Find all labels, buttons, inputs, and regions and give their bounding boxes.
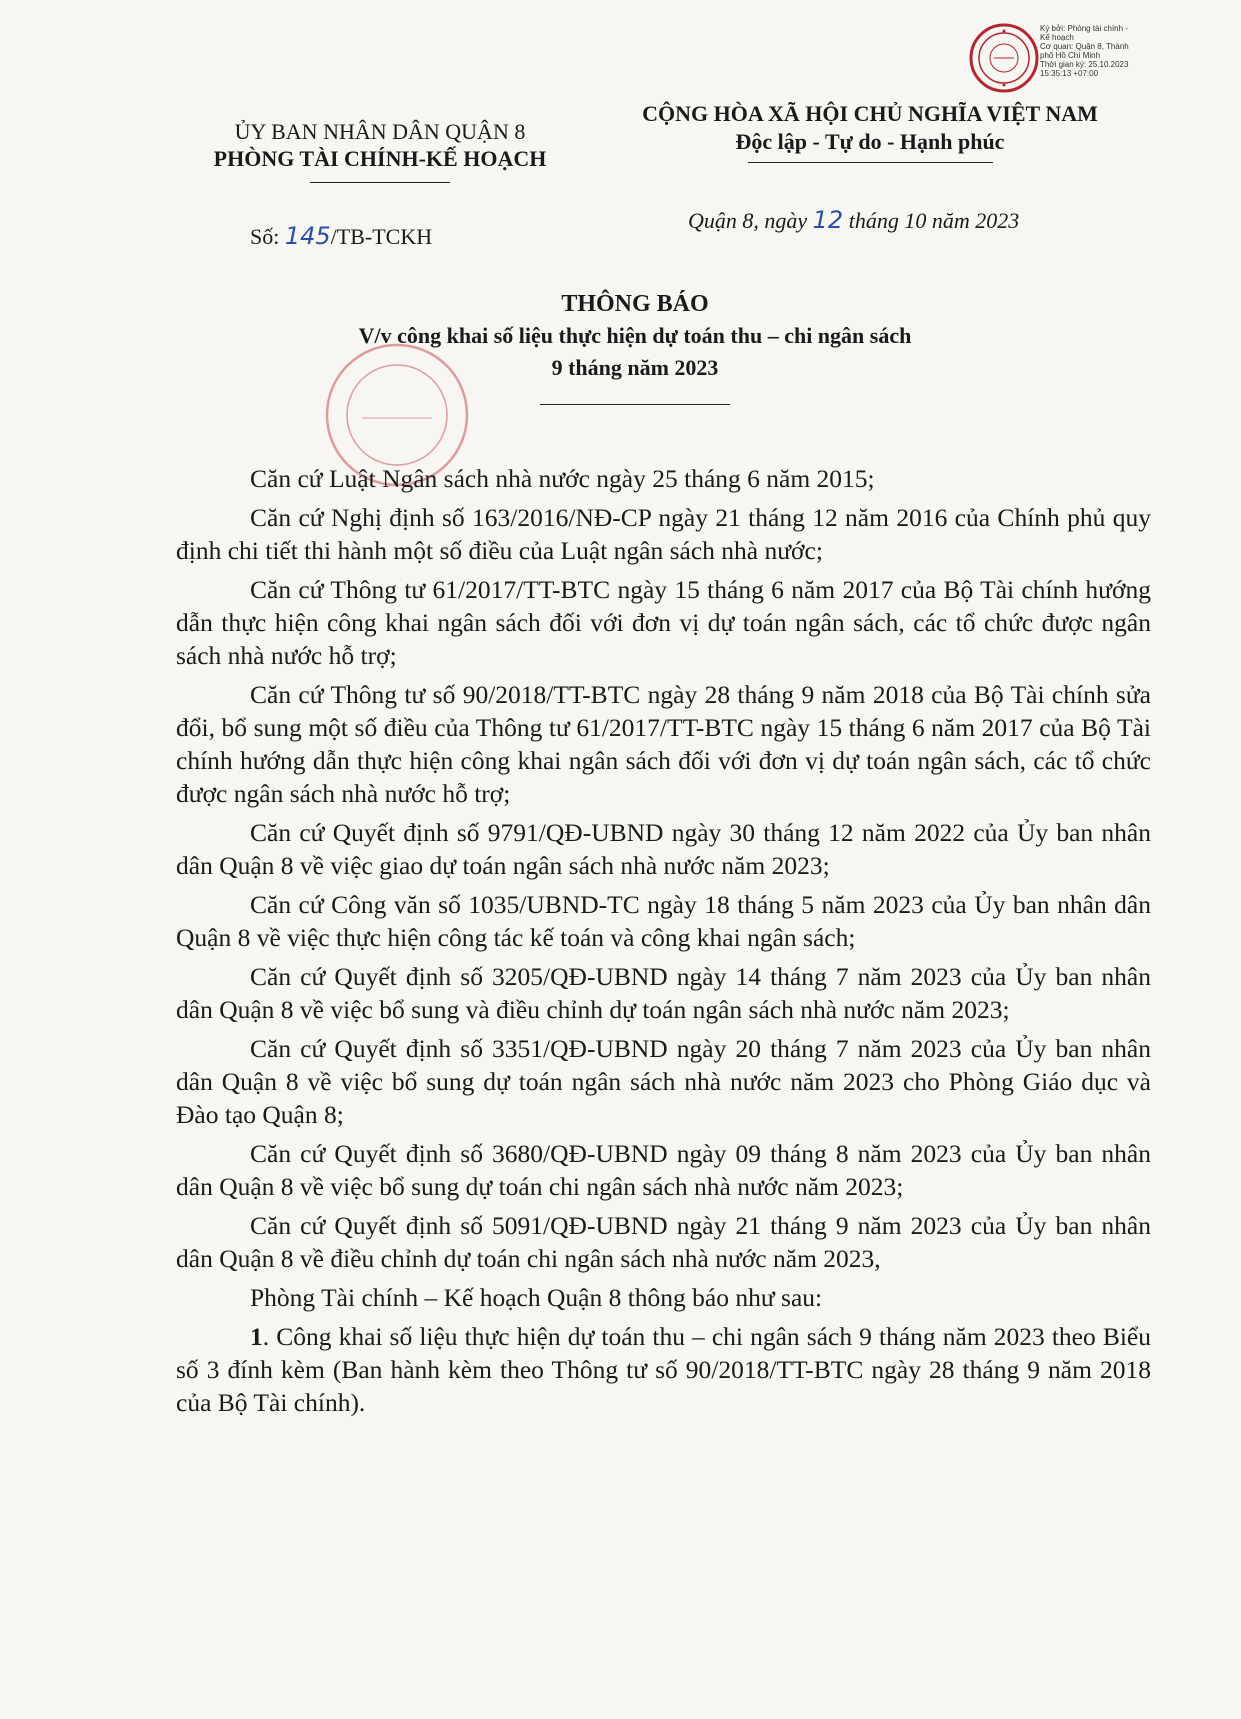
issuing-organization [150, 118, 610, 183]
legal-basis-paragraph: Căn cứ Quyết định số 3680/QĐ-UBND ngày 09 tháng 8 năm 2023 của Ủy ban nhân dân Quận 8 về việc bổ sung dự toán chi ngân sách nhà nước năm 2023; [176, 1139, 1151, 1201]
divider [310, 182, 450, 183]
legal-basis-paragraph: Căn cứ Quyết định số 3205/QĐ-UBND ngày 14 tháng 7 năm 2023 của Ủy ban nhân dân Quận 8 về việc bổ sung và điều chỉnh dự toán ngân sách nhà nước năm 2023; [176, 962, 1151, 1024]
title-subject: V/v công khai số liệu thực hiện dự toán thu – chi ngân sách [358, 323, 912, 348]
digital-signature-info [1040, 24, 1158, 78]
date-suffix: tháng 10 năm 2023 [843, 208, 1020, 233]
date-handwritten: 12 [812, 206, 844, 234]
signature-line: Cơ quan: Quận 8, Thành [1040, 42, 1129, 51]
legal-basis-paragraph: Căn cứ Quyết định số 9791/QĐ-UBND ngày 30 tháng 12 năm 2022 của Ủy ban nhân dân Quận 8 về việc giao dự toán ngân sách nhà nước năm 2023; [176, 818, 1151, 880]
item-number: 1 [250, 1322, 263, 1351]
announcement-intro: Phòng Tài chính – Kế hoạch Quận 8 thông báo như sau: [250, 1283, 823, 1312]
divider [748, 162, 993, 163]
legal-basis-paragraph: Căn cứ Quyết định số 5091/QĐ-UBND ngày 21 tháng 9 năm 2023 của Ủy ban nhân dân Quận 8 về điều chỉnh dự toán chi ngân sách nhà nước năm 2023, [176, 1211, 1151, 1273]
national-motto: Độc lập - Tự do - Hạnh phúc [735, 129, 1005, 154]
legal-basis-paragraph: Căn cứ Thông tư số 90/2018/TT-BTC ngày 28 tháng 9 năm 2018 của Bộ Tài chính sửa đổi, bổ sung một số điều của Thông tư 61/2017/TT-BTC ngày 15 tháng 6 năm 2017 của Bộ Tài chính hướng dẫn thực hiện công khai ngân sách đối với đơn vị dự toán ngân sách, các tổ chức được ngân sách nhà nước hỗ trợ; [176, 680, 1151, 808]
title-period: 9 tháng năm 2023 [551, 355, 719, 380]
org-parent: ỦY BAN NHÂN DÂN QUẬN 8 [234, 119, 526, 144]
legal-basis-paragraph: Căn cứ Công văn số 1035/UBND-TC ngày 18 tháng 5 năm 2023 của Ủy ban nhân dân Quận 8 về việc thực hiện công tác kế toán và công khai ngân sách; [176, 890, 1151, 952]
national-heading [610, 100, 1130, 163]
signature-line: Kế hoạch [1040, 33, 1074, 42]
signature-line: Thời gian ký: 25.10.2023 [1040, 60, 1129, 69]
legal-basis-paragraph: Căn cứ Quyết định số 3351/QĐ-UBND ngày 20 tháng 7 năm 2023 của Ủy ban nhân dân Quận 8 về việc bổ sung dự toán ngân sách nhà nước năm 2023 cho Phòng Giáo dục và Đào tạo Quận 8; [176, 1034, 1151, 1129]
announcement-item-1 [176, 1320, 1151, 1419]
legal-basis-paragraph: Căn cứ Thông tư 61/2017/TT-BTC ngày 15 tháng 6 năm 2017 của Bộ Tài chính hướng dẫn thực hiện công khai ngân sách đối với đơn vị dự toán ngân sách, các tổ chức được ngân sách nhà nước hỗ trợ; [176, 575, 1151, 670]
signature-line: phố Hồ Chí Minh [1040, 51, 1101, 60]
digital-signature-seal-icon [968, 22, 1040, 94]
docno-handwritten: 145 [284, 222, 331, 250]
docno-suffix: /TB-TCKH [330, 224, 433, 249]
legal-basis-paragraph: Căn cứ Luật Ngân sách nhà nước ngày 25 tháng 6 năm 2015; [250, 464, 875, 493]
nation-name: CỘNG HÒA XÃ HỘI CHỦ NGHĨA VIỆT NAM [642, 101, 1098, 126]
title-type: THÔNG BÁO [561, 291, 709, 317]
document-body [176, 462, 1151, 1425]
date-prefix: Quận 8, ngày [688, 208, 813, 233]
document-date [688, 206, 1019, 235]
item-text: . Công khai số liệu thực hiện dự toán thu – chi ngân sách 9 tháng năm 2023 theo Biểu số 3 đính kèm (Ban hành kèm theo Thông tư số 90/2018/TT-BTC ngày 28 tháng 9 năm 2018 của Bộ Tài chính). [176, 1322, 1151, 1417]
docno-prefix: Số: [250, 224, 285, 249]
signature-line: Ký bởi: Phòng tài chính - [1040, 24, 1128, 33]
org-name: PHÒNG TÀI CHÍNH-KẾ HOẠCH [213, 146, 547, 171]
divider [540, 404, 730, 405]
document-number [250, 222, 432, 251]
legal-basis-paragraph: Căn cứ Nghị định số 163/2016/NĐ-CP ngày 21 tháng 12 năm 2016 của Chính phủ quy định chi tiết thi hành một số điều của Luật ngân sách nhà nước; [176, 503, 1151, 565]
signature-line: 15:35:13 +07:00 [1040, 69, 1099, 78]
